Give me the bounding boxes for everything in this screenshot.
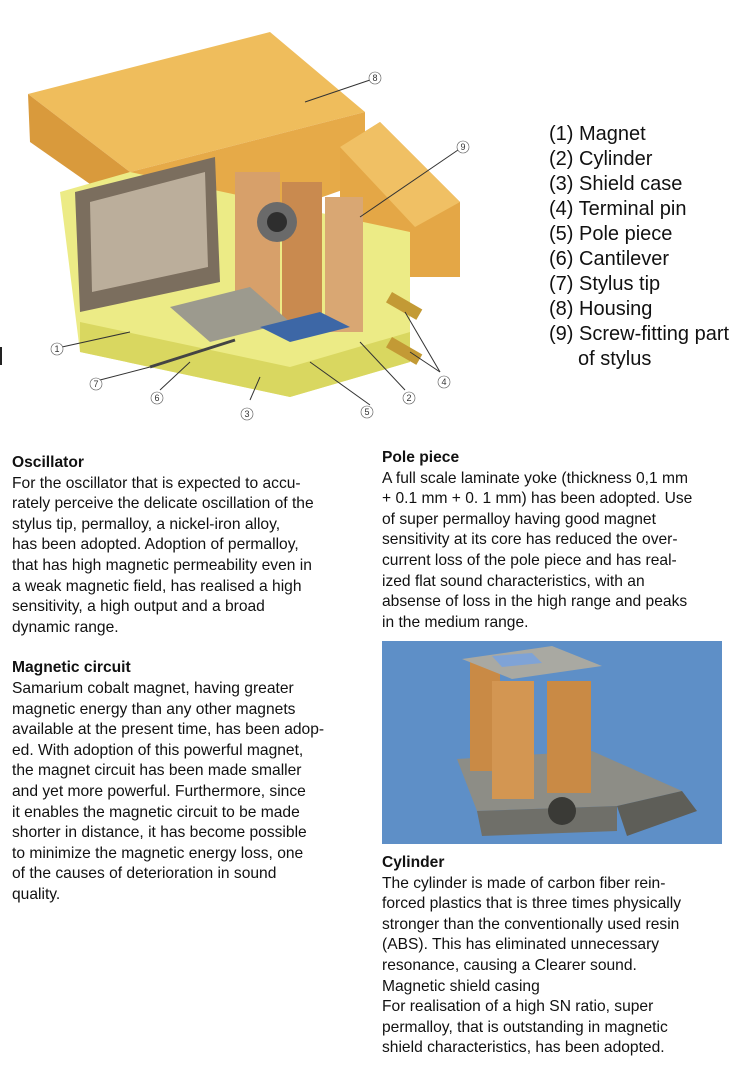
- parts-list-item: (1) Magnet: [549, 123, 646, 145]
- body-line: (ABS). This has eliminated unnecessary: [382, 936, 660, 954]
- pole-piece-drawing: [382, 641, 722, 844]
- mount-hole: [548, 797, 576, 825]
- body-line: permalloy, that is outstanding in magnetic: [382, 1018, 668, 1036]
- base-front: [477, 806, 617, 836]
- body-line: that has high magnetic permeability even in: [12, 556, 312, 574]
- parts-list-item: (3) Shield case: [549, 173, 683, 195]
- body-line: ed. With adoption of this powerful magnet,: [12, 741, 304, 759]
- body-line: and yet more powerful. Furthermore, since: [12, 782, 306, 800]
- photo-coil-3: [547, 681, 591, 793]
- body-line: magnetic energy than any other magnets: [12, 700, 296, 718]
- parts-list-item: (6) Cantilever: [549, 248, 670, 270]
- body-line: resonance, causing a Clearer sound.: [382, 956, 637, 974]
- body-line: the magnet circuit has been made smaller: [12, 762, 302, 780]
- cartridge-drawing: [20, 22, 490, 422]
- right-column-top: [382, 448, 732, 633]
- parts-list-item: (5) Pole piece: [549, 223, 673, 245]
- parts-list-item: (7) Stylus tip: [549, 273, 661, 295]
- callout-1: 1: [54, 344, 60, 354]
- parts-list-item: (2) Cylinder: [549, 148, 653, 170]
- parts-list-item-continued: of stylus: [578, 348, 652, 370]
- body-line: quality.: [12, 885, 61, 903]
- body-line: stylus tip, permalloy, a nickel-iron alloy,: [12, 515, 281, 533]
- body-line: has been adopted. Adoption of permalloy,: [12, 536, 299, 554]
- body-line: of the causes of deterioration in sound: [12, 865, 277, 883]
- callout-9: 9: [460, 142, 466, 152]
- body-line: of super permalloy having good magnet: [382, 510, 656, 528]
- callout-4: 4: [441, 377, 447, 387]
- pole-piece-photo: [382, 641, 722, 844]
- body-line: shield characteristics, has been adopted.: [382, 1039, 665, 1057]
- parts-list-item: (8) Housing: [549, 298, 653, 320]
- body-line: For realisation of a high SN ratio, super: [382, 998, 654, 1016]
- parts-list: [549, 122, 729, 372]
- section-heading-oscillator: Oscillator: [12, 454, 84, 471]
- body-line: a weak magnetic field, has realised a high: [12, 577, 302, 595]
- body-line: forced plastics that is three times physically: [382, 895, 681, 913]
- body-line: available at the present time, has been adop-: [12, 721, 325, 739]
- callout-6: 6: [154, 393, 160, 403]
- body-line: shorter in distance, it has become possible: [12, 824, 307, 842]
- body-line: current loss of the pole piece and has real-: [382, 551, 677, 569]
- body-line: rately perceive the delicate oscillation of the: [12, 495, 314, 513]
- parts-list-item: (9) Screw-fitting part: [549, 323, 730, 345]
- section-heading-cylinder: Cylinder: [382, 854, 445, 871]
- body-line: For the oscillator that is expected to accu-: [12, 474, 301, 492]
- coil-mid: [282, 182, 322, 327]
- body-line: Magnetic shield casing: [382, 977, 540, 995]
- right-column-bottom: [382, 853, 742, 1059]
- callout-5: 5: [364, 407, 370, 417]
- body-line: + 0.1 mm + 0. 1 mm) has been adopted. Use: [382, 490, 693, 508]
- parts-list-item: (4) Terminal pin: [549, 198, 687, 220]
- body-line: ized flat sound characteristics, with an: [382, 572, 645, 590]
- callout-7: 7: [93, 379, 99, 389]
- body-line: Samarium cobalt magnet, having greater: [12, 679, 294, 697]
- body-line: to minimize the magnetic energy loss, one: [12, 844, 304, 862]
- section-heading-magnetic-circuit: Magnetic circuit: [12, 659, 131, 677]
- coil-right: [325, 197, 363, 332]
- body-line: stronger than the conventionally used resin: [382, 915, 680, 933]
- section-heading-pole-piece: Pole piece: [382, 449, 460, 466]
- callout-8: 8: [372, 73, 378, 83]
- body-line: in the medium range.: [382, 613, 529, 631]
- photo-coil-2: [492, 681, 534, 799]
- body-line: dynamic range.: [12, 618, 119, 636]
- callout-3: 3: [244, 409, 250, 419]
- body-line: sensitivity at its core has reduced the over-: [382, 531, 678, 549]
- callout-2: 2: [406, 393, 412, 403]
- body-line: absense of loss in the high range and peaks: [382, 593, 688, 611]
- body-line: sensitivity, a high output and a broad: [12, 598, 265, 616]
- left-column: [12, 453, 362, 905]
- body-line: it enables the magnetic circuit to be made: [12, 803, 300, 821]
- body-line: A full scale laminate yoke (thickness 0,1 mm: [382, 469, 688, 487]
- screw-hole: [267, 212, 287, 232]
- body-line: The cylinder is made of carbon fiber rein-: [382, 874, 666, 892]
- page-edge-mark: [0, 347, 2, 365]
- cartridge-cutaway-illustration: [20, 22, 490, 422]
